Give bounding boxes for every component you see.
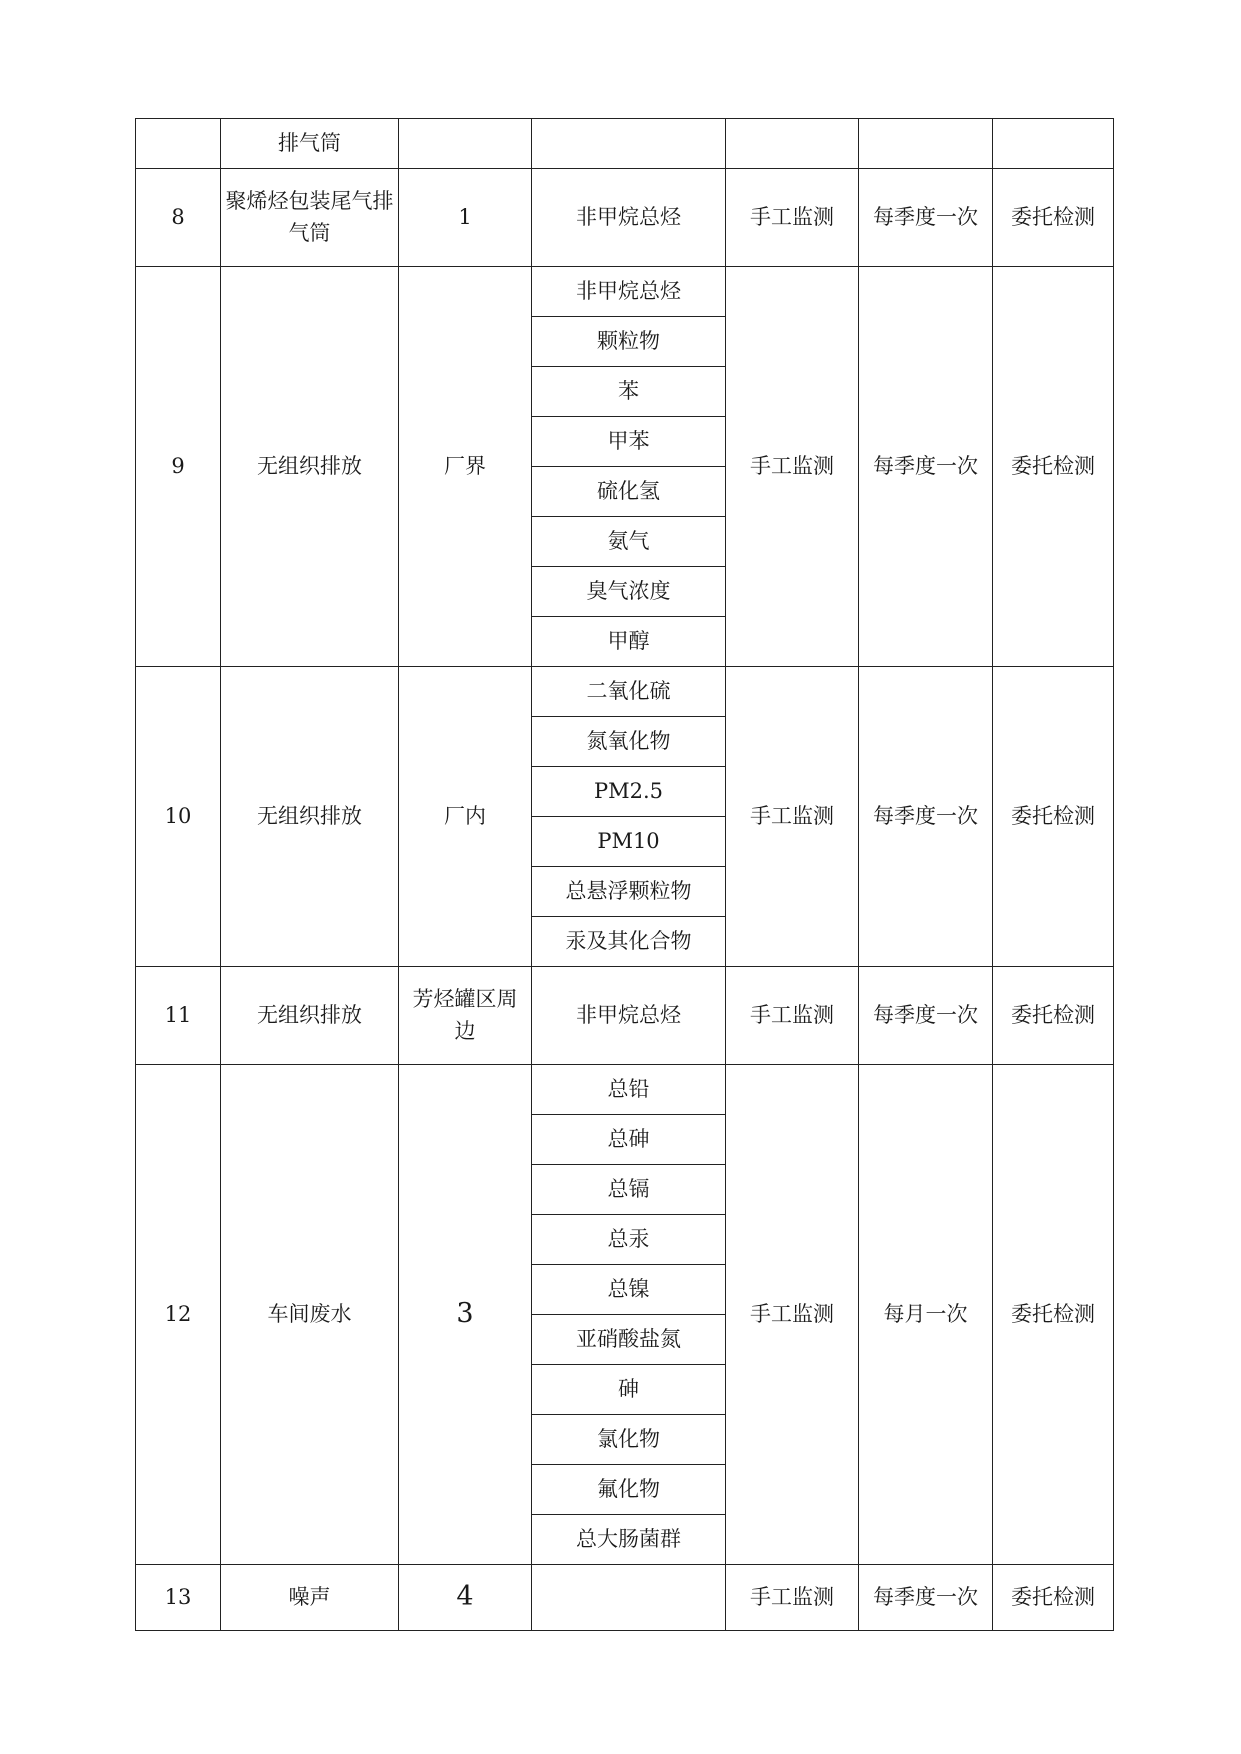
pollution-source: 无组织排放	[221, 267, 399, 667]
monitoring-item: PM2.5	[532, 767, 726, 817]
monitoring-item: 甲苯	[532, 417, 726, 467]
monitoring-item: 苯	[532, 367, 726, 417]
pollution-source: 无组织排放	[221, 667, 399, 967]
monitoring-item: 亚硝酸盐氮	[532, 1315, 726, 1365]
monitoring-item: 总悬浮颗粒物	[532, 867, 726, 917]
pollution-source: 无组织排放	[221, 967, 399, 1065]
row-number: 12	[136, 1065, 221, 1565]
monitoring-item: 总砷	[532, 1115, 726, 1165]
monitoring-item	[532, 119, 726, 169]
monitoring-item: 氮氧化物	[532, 717, 726, 767]
row-number	[136, 119, 221, 169]
row-number: 13	[136, 1565, 221, 1631]
table-row	[136, 967, 1114, 1065]
monitoring-mode: 委托检测	[993, 1565, 1114, 1631]
monitoring-item: 总汞	[532, 1215, 726, 1265]
monitoring-frequency: 每月一次	[859, 1065, 993, 1565]
monitoring-item: 臭气浓度	[532, 567, 726, 617]
monitoring-item: 氨气	[532, 517, 726, 567]
monitoring-item: 砷	[532, 1365, 726, 1415]
monitoring-point: 厂界	[399, 267, 532, 667]
table-row	[136, 119, 1114, 169]
table-row	[136, 267, 1114, 317]
monitoring-method	[726, 119, 859, 169]
monitoring-item: 非甲烷总烃	[532, 169, 726, 267]
pollution-source: 聚烯烃包装尾气排气筒	[221, 169, 399, 267]
monitoring-mode	[993, 119, 1114, 169]
monitoring-point: 1	[399, 169, 532, 267]
table-row	[136, 667, 1114, 717]
monitoring-method: 手工监测	[726, 1565, 859, 1631]
monitoring-item: 总镍	[532, 1265, 726, 1315]
table-row	[136, 169, 1114, 267]
monitoring-mode: 委托检测	[993, 967, 1114, 1065]
monitoring-method: 手工监测	[726, 667, 859, 967]
row-number: 8	[136, 169, 221, 267]
monitoring-item: 总镉	[532, 1165, 726, 1215]
monitoring-mode: 委托检测	[993, 667, 1114, 967]
monitoring-item: 硫化氢	[532, 467, 726, 517]
monitoring-point: 3	[399, 1065, 532, 1565]
monitoring-frequency: 每季度一次	[859, 1565, 993, 1631]
monitoring-frequency: 每季度一次	[859, 267, 993, 667]
monitoring-item: 总大肠菌群	[532, 1515, 726, 1565]
pollution-source: 噪声	[221, 1565, 399, 1631]
monitoring-item: 甲醇	[532, 617, 726, 667]
monitoring-item: 总铅	[532, 1065, 726, 1115]
monitoring-method: 手工监测	[726, 967, 859, 1065]
table-row	[136, 1565, 1114, 1631]
pollution-source: 排气筒	[221, 119, 399, 169]
monitoring-item: 非甲烷总烃	[532, 967, 726, 1065]
monitoring-frequency: 每季度一次	[859, 667, 993, 967]
pollution-source: 车间废水	[221, 1065, 399, 1565]
monitoring-item: 颗粒物	[532, 317, 726, 367]
monitoring-item: 非甲烷总烃	[532, 267, 726, 317]
monitoring-item: 二氧化硫	[532, 667, 726, 717]
monitoring-item: 氯化物	[532, 1415, 726, 1465]
monitoring-table	[135, 118, 1114, 1631]
monitoring-point: 4	[399, 1565, 532, 1631]
monitoring-method: 手工监测	[726, 267, 859, 667]
monitoring-item: 汞及其化合物	[532, 917, 726, 967]
monitoring-method: 手工监测	[726, 1065, 859, 1565]
row-number: 10	[136, 667, 221, 967]
table-row	[136, 1065, 1114, 1115]
monitoring-item	[532, 1565, 726, 1631]
monitoring-point	[399, 119, 532, 169]
row-number: 11	[136, 967, 221, 1065]
monitoring-frequency: 每季度一次	[859, 169, 993, 267]
monitoring-item: 氟化物	[532, 1465, 726, 1515]
monitoring-mode: 委托检测	[993, 267, 1114, 667]
monitoring-mode: 委托检测	[993, 169, 1114, 267]
monitoring-item: PM10	[532, 817, 726, 867]
monitoring-frequency: 每季度一次	[859, 967, 993, 1065]
row-number: 9	[136, 267, 221, 667]
monitoring-frequency	[859, 119, 993, 169]
monitoring-method: 手工监测	[726, 169, 859, 267]
monitoring-point: 芳烃罐区周边	[399, 967, 532, 1065]
monitoring-mode: 委托检测	[993, 1065, 1114, 1565]
monitoring-point: 厂内	[399, 667, 532, 967]
